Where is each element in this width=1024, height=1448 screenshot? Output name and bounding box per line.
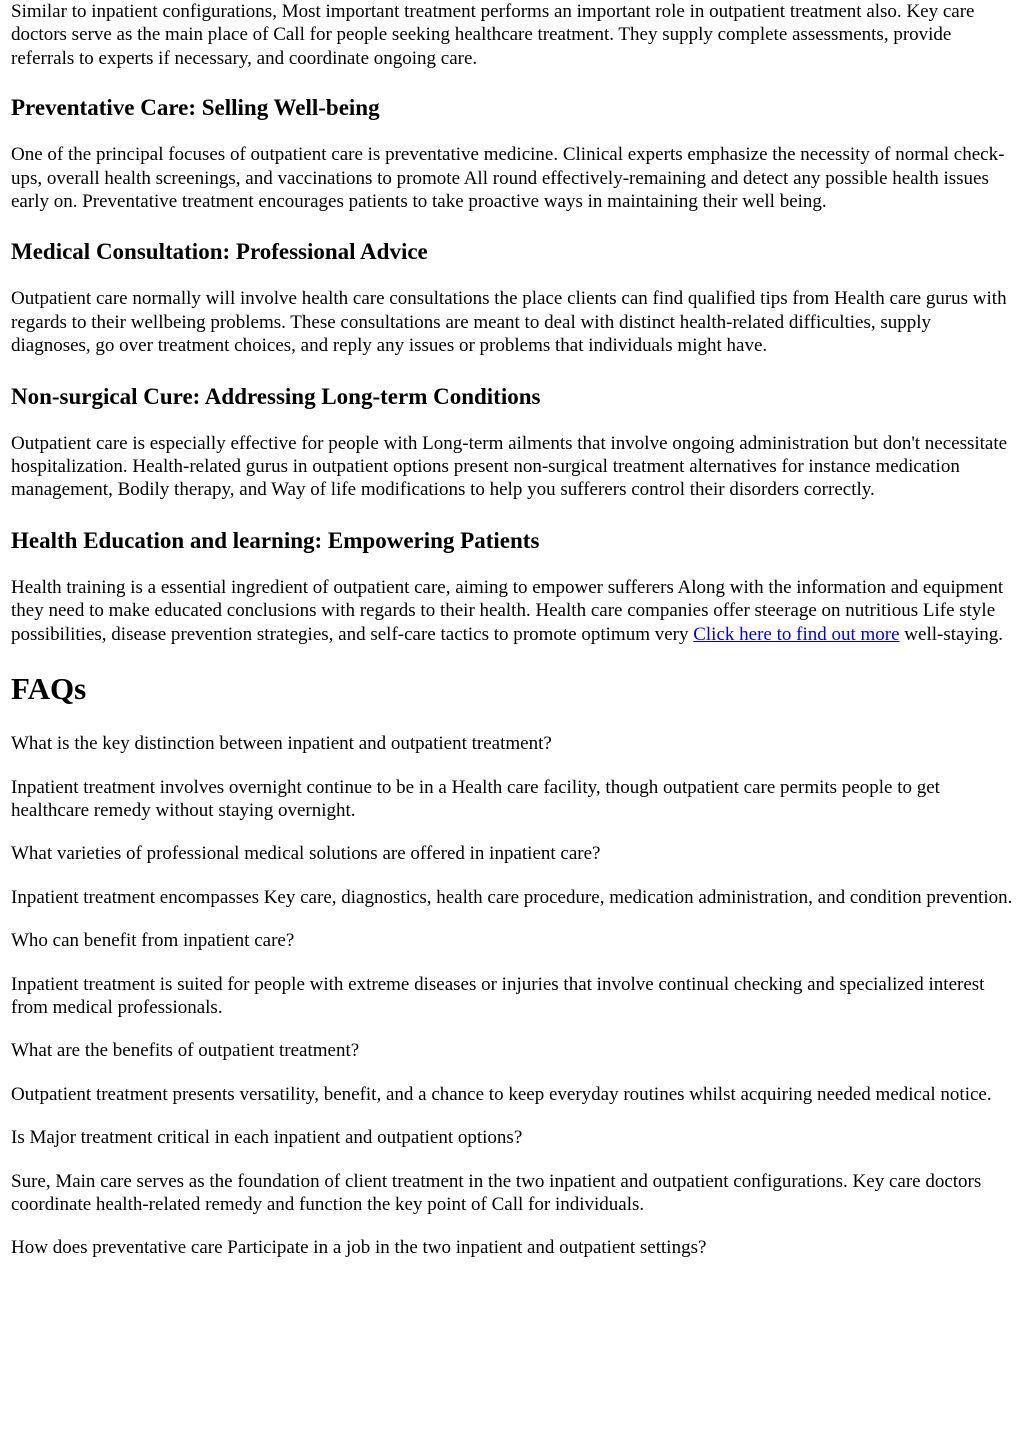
section-heading-health-education: Health Education and learning: Empowering Patients — [11, 527, 540, 553]
faq-question: How does preventative care Participate in a job in the two inpatient and outpatient settings? — [11, 1237, 707, 1259]
section-body-medical-consultation: Outpatient care normally will involve health care consultations the place clients can find qualified tips from Health care gurus with regards to their wellbeing problems. These consultations are meant to deal with distinct health-related difficulties, supply diagnoses, go over treatment choices, and reply any issues or problems that individuals might have. — [11, 288, 1007, 357]
section-body-health-education — [11, 576, 1014, 646]
faq-answer: Outpatient treatment presents versatility, benefit, and a chance to keep everyday routines whilst acquiring needed medical notice. — [11, 1083, 992, 1105]
faq-answer: Sure, Main care serves as the foundation of client treatment in the two inpatient and outpatient configurations. Key care doctors coordinate health-related remedy and function the key point of Call for individuals. — [11, 1170, 982, 1215]
faq-answer: Inpatient treatment encompasses Key care, diagnostics, health care procedure, medication administration, and condition prevention. — [11, 886, 1013, 908]
faq-question: What are the benefits of outpatient treatment? — [11, 1040, 360, 1062]
faq-question: Is Major treatment critical in each inpatient and outpatient options? — [11, 1127, 523, 1149]
section-heading-medical-consultation: Medical Consultation: Professional Advice — [11, 239, 428, 265]
section-body-text-tail: well-staying. — [899, 623, 1003, 645]
faq-question: Who can benefit from inpatient care? — [11, 930, 295, 952]
faq-answer: Inpatient treatment is suited for people with extreme diseases or injuries that involve continual checking and specialized interest from medical professionals. — [11, 973, 985, 1018]
section-heading-non-surgical-cure: Non-surgical Cure: Addressing Long-term Conditions — [11, 383, 541, 409]
section-heading-preventative-care: Preventative Care: Selling Well-being — [11, 95, 380, 121]
section-body-preventative-care: One of the principal focuses of outpatient care is preventative medicine. Clinical experts emphasize the necessity of normal check-ups, overall health screenings, and vaccinations to promote All round effectively-remaining and detect any possible health issues early on. Preventative treatment encourages patients to take proactive ways in maintaining their well being. — [11, 144, 1005, 213]
faq-question: What is the key distinction between inpatient and outpatient treatment? — [11, 733, 552, 755]
faq-heading: FAQs — [11, 671, 87, 707]
faq-answer: Inpatient treatment involves overnight continue to be in a Health care facility, though outpatient care permits people to get healthcare remedy without staying overnight. — [11, 776, 940, 821]
intro-paragraph: Similar to inpatient configurations, Most important treatment performs an important role in outpatient treatment also. Key care doctors serve as the main place of Call for people seeking healthcare treatment. They supply complete assessments, provide referrals to experts if necessary, and coordinate ongoing care. — [11, 1, 975, 69]
section-body-non-surgical-cure: Outpatient care is especially effective for people with Long-term ailments that involve ongoing administration but don't necessitate hospitalization. Health-related gurus in outpatient options present non-surgical treatment alternatives for instance medication management, Bodily therapy, and Way of life modifications to help you sufferers control their disorders correctly. — [11, 432, 1008, 501]
section-body-text: Health training is a essential ingredient of outpatient care, aiming to empower sufferers Along with the information and equipment they need to make educated conclusions with regards to their health. Health care companies offer steerage on nutritious Life style possibilities, disease prevention strategies, and self-care tactics to promote optimum very — [11, 576, 1004, 645]
find-out-more-link[interactable]: Click here to find out more — [693, 623, 900, 645]
faq-question: What varieties of professional medical solutions are offered in inpatient care? — [11, 843, 601, 865]
